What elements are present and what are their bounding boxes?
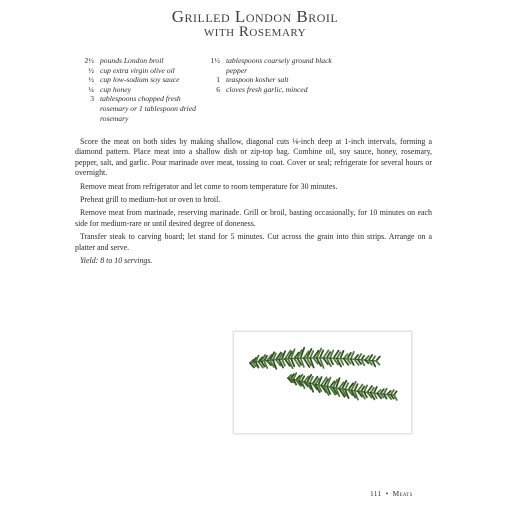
ingredient-text: cup extra virgin olive oil <box>100 65 175 75</box>
page-footer <box>370 489 413 498</box>
ingredient-text: teaspoon kosher salt <box>226 75 289 85</box>
ingredient-row <box>78 66 206 76</box>
ingredients-left-column <box>78 56 206 123</box>
recipe-yield: Yield: 8 to 10 servings. <box>80 256 153 266</box>
page-number: 111 <box>370 489 382 498</box>
ingredient-qty: ½ <box>88 65 94 75</box>
rosemary-needle <box>340 358 343 364</box>
ingredient-row <box>204 85 340 95</box>
direction-paragraph: Remove meat from refrigerator and let come to room temperature for 30 minutes. <box>80 181 338 191</box>
ingredient-qty: 6 <box>216 84 220 94</box>
rosemary-sprigs-image <box>234 332 411 433</box>
direction-paragraph: Remove meat from marinade, reserving marinade. Grill or broil, basting occasionally, for 10 minutes on each side for medium-rare or until desired degree of doneness. <box>75 208 432 228</box>
footer-separator: • <box>385 489 389 498</box>
ingredient-qty: ½ <box>88 75 94 85</box>
ingredient-qty: ¼ <box>88 84 94 94</box>
ingredient-text: cup low-sodium soy sauce <box>100 75 180 85</box>
recipe-title-line1: Grilled London Broil <box>171 7 339 26</box>
ingredient-row <box>78 56 206 66</box>
rosemary-needle <box>372 361 375 367</box>
ingredient-qty: 3 <box>90 94 94 104</box>
direction-paragraph: Score the meat on both sides by making shallow, diagonal cuts ⅛-inch deep at 1-inch intervals, forming a diamond pattern. Place meat into a shallow dish or zip-top bag. Combine oil, soy sauce, honey, rosemary, pepper, salt, and garlic. Pour marinade over meat, tossing to coat. Cover or seal; refrigerate for several hours or overnight. <box>75 137 432 178</box>
section-name: Meats <box>392 489 413 498</box>
ingredient-qty: 1½ <box>210 56 220 65</box>
direction-paragraph: Preheat grill to medium-hot or oven to broil. <box>80 195 221 205</box>
rosemary-needle <box>330 358 333 364</box>
ingredient-row <box>204 56 340 75</box>
recipe-title-line2: with Rosemary <box>203 24 307 40</box>
ingredient-qty: 1 <box>216 75 220 85</box>
ingredient-text: tablespoons coarsely ground black pepper <box>226 56 332 75</box>
rosemary-needle <box>376 361 380 365</box>
recipe-directions <box>75 137 432 269</box>
ingredient-qty: 2½ <box>84 56 94 65</box>
ingredient-text: cup honey <box>100 84 131 94</box>
ingredients-right-column <box>204 56 340 94</box>
ingredient-row <box>78 75 206 85</box>
ingredient-text: tablespoons chopped fresh rosemary or 1 tablespoon dried rosemary <box>100 94 196 123</box>
ingredient-row <box>78 85 206 95</box>
direction-paragraph: Transfer steak to carving board; let stand for 5 minutes. Cut across the grain into thin strips. Arrange on a platter and serve. <box>75 232 432 252</box>
ingredient-row <box>204 75 340 85</box>
rosemary-needle <box>394 395 397 400</box>
ingredient-text: cloves fresh garlic, minced <box>226 84 308 94</box>
ingredient-text: pounds London broil <box>100 56 164 65</box>
ingredient-row <box>78 94 206 123</box>
rosemary-photo <box>233 331 412 434</box>
